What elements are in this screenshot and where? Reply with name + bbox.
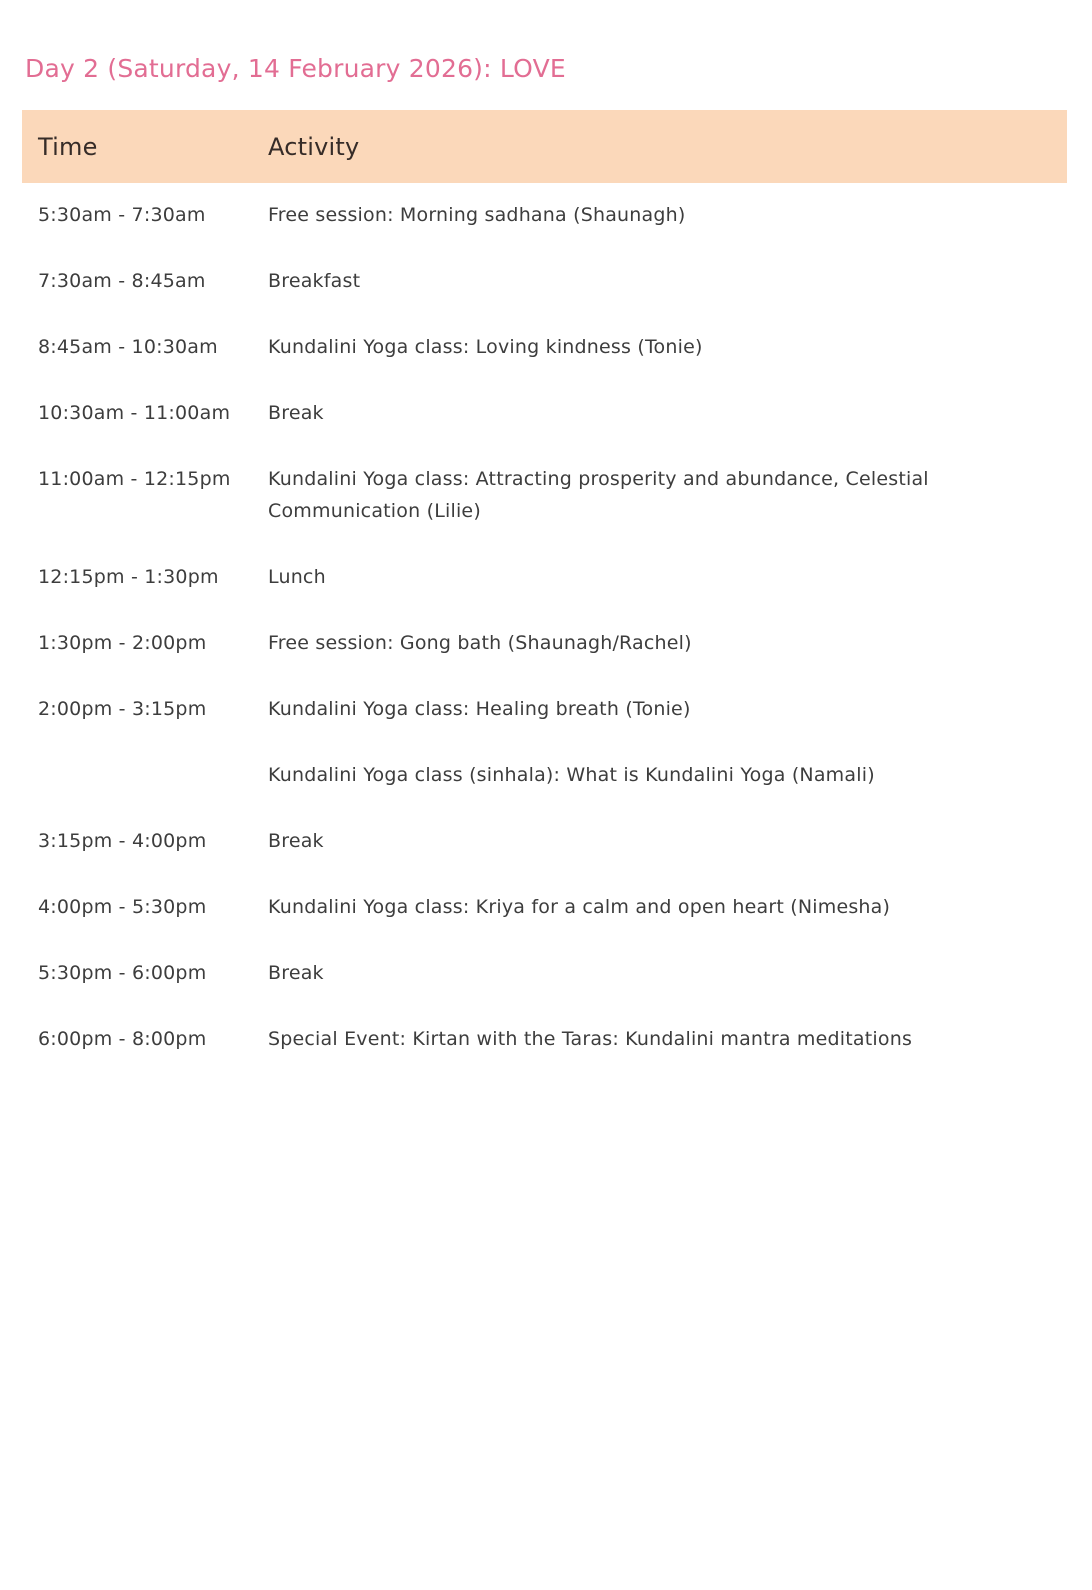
activity-cell: Special Event: Kirtan with the Taras: Kundalini mantra meditations — [268, 1028, 913, 1050]
activity-cell: Breakfast — [268, 270, 361, 292]
table-row — [22, 825, 1067, 857]
activity-cell: Kundalini Yoga class: Attracting prosperity and abundance, Celestial Communication (Lilie) — [268, 468, 929, 522]
activity-cell: Kundalini Yoga class: Healing breath (Tonie) — [268, 698, 691, 720]
time-cell: 6:00pm - 8:00pm — [38, 1028, 207, 1050]
activity-cell: Lunch — [268, 566, 326, 588]
time-cell: 5:30pm - 6:00pm — [38, 962, 207, 984]
activity-cell: Kundalini Yoga class (sinhala): What is Kundalini Yoga (Namali) — [268, 764, 875, 786]
table-row — [22, 463, 1067, 527]
time-cell: 5:30am - 7:30am — [38, 204, 206, 226]
table-row — [22, 331, 1067, 363]
activity-cell: Free session: Gong bath (Shaunagh/Rachel) — [268, 632, 692, 654]
table-row — [22, 957, 1067, 989]
time-cell: 10:30am - 11:00am — [38, 402, 231, 424]
table-body — [22, 199, 1067, 1055]
activity-cell: Break — [268, 962, 324, 984]
time-cell: 4:00pm - 5:30pm — [38, 896, 207, 918]
table-row — [22, 693, 1067, 725]
activity-cell: Kundalini Yoga class: Loving kindness (Tonie) — [268, 336, 703, 358]
table-row — [22, 891, 1067, 923]
column-header-activity: Activity — [268, 132, 360, 161]
activity-cell: Kundalini Yoga class: Kriya for a calm and open heart (Nimesha) — [268, 896, 891, 918]
table-header-row — [22, 110, 1067, 183]
table-row — [22, 759, 1067, 791]
time-cell — [22, 759, 268, 791]
table-row — [22, 1023, 1067, 1055]
time-cell: 12:15pm - 1:30pm — [38, 566, 219, 588]
activity-cell: Break — [268, 402, 324, 424]
table-row — [22, 627, 1067, 659]
table-row — [22, 265, 1067, 297]
activity-cell: Break — [268, 830, 324, 852]
table-row — [22, 561, 1067, 593]
time-cell: 2:00pm - 3:15pm — [38, 698, 207, 720]
time-cell: 7:30am - 8:45am — [38, 270, 206, 292]
page-title: Day 2 (Saturday, 14 February 2026): LOVE — [25, 54, 566, 83]
schedule-table — [22, 110, 1067, 1089]
table-row — [22, 199, 1067, 231]
time-cell: 3:15pm - 4:00pm — [38, 830, 207, 852]
activity-cell: Free session: Morning sadhana (Shaunagh) — [268, 204, 686, 226]
time-cell: 1:30pm - 2:00pm — [38, 632, 207, 654]
column-header-time: Time — [38, 132, 98, 161]
table-row — [22, 397, 1067, 429]
time-cell: 8:45am - 10:30am — [38, 336, 218, 358]
time-cell: 11:00am - 12:15pm — [38, 468, 231, 490]
